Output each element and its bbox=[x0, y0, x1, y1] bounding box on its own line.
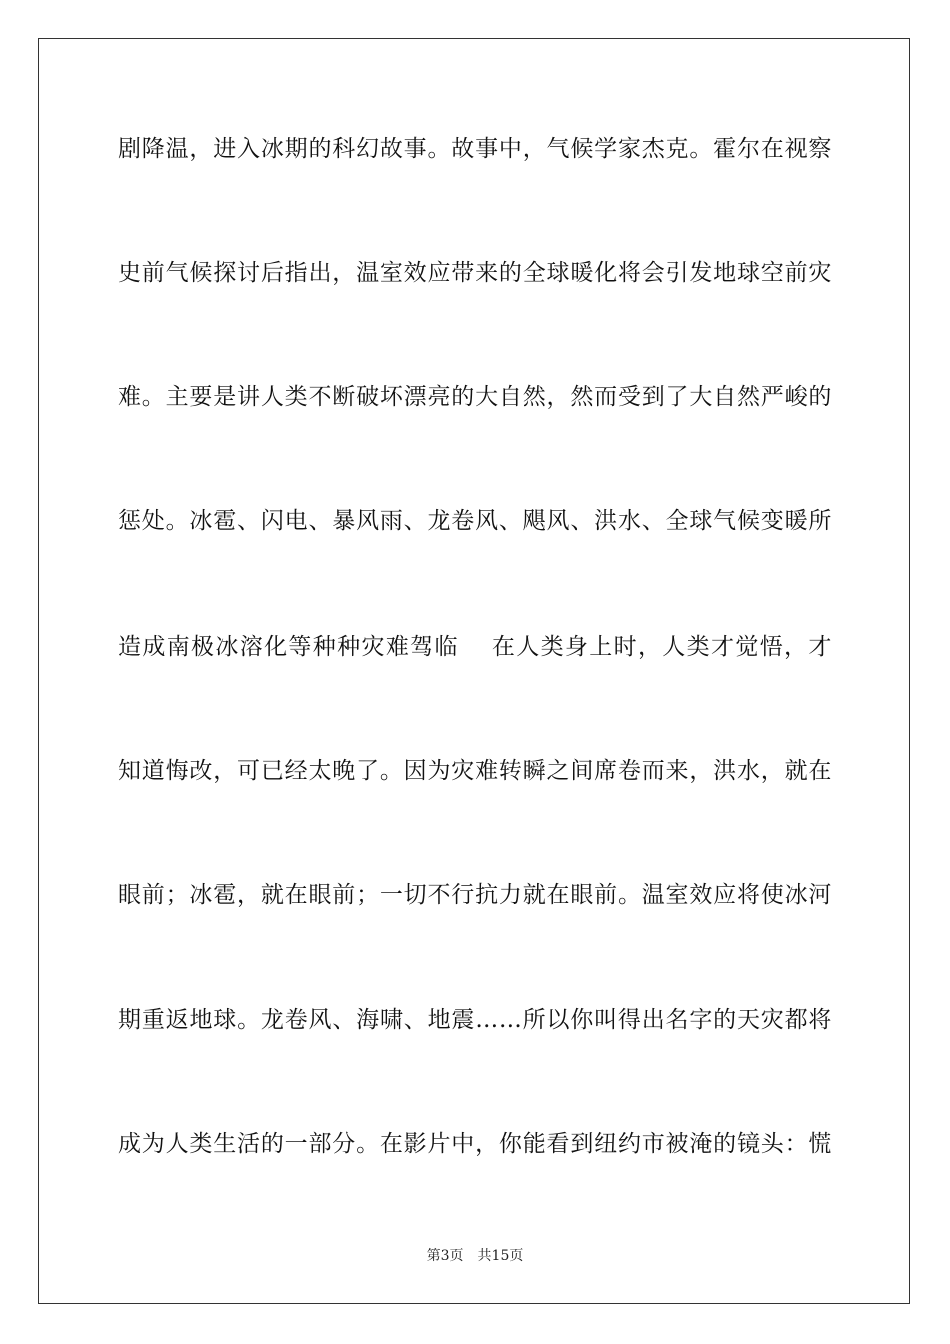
body-text-line: 史前气候探讨后指出，温室效应带来的全球暖化将会引发地球空前灾 bbox=[118, 260, 832, 286]
body-text-line: 知道悔改，可已经太晚了。因为灾难转瞬之间席卷而来，洪水，就在 bbox=[118, 758, 832, 784]
page-border bbox=[38, 38, 910, 1304]
body-text-line: 眼前；冰雹，就在眼前；一切不行抗力就在眼前。温室效应将使冰河 bbox=[118, 882, 832, 908]
body-text-line: 难。主要是讲人类不断破坏漂亮的大自然，然而受到了大自然严峻的 bbox=[118, 384, 832, 410]
body-text-line: 剧降温，进入冰期的科幻故事。故事中，气候学家杰克。霍尔在视察 bbox=[118, 136, 832, 162]
body-text-line: 成为人类生活的一部分。在影片中，你能看到纽约市被淹的镜头：慌 bbox=[118, 1131, 832, 1157]
body-text-line: 惩处。冰雹、闪电、暴风雨、龙卷风、飓风、洪水、全球气候变暖所 bbox=[118, 508, 832, 534]
page-number-footer: 第3页 共15页 bbox=[426, 1248, 524, 1264]
body-text-line: 期重返地球。龙卷风、海啸、地震……所以你叫得出名字的天灾都将 bbox=[118, 1007, 832, 1033]
body-text-line: 造成南极冰溶化等种种灾难驾临 在人类身上时，人类才觉悟，才 bbox=[118, 634, 832, 660]
